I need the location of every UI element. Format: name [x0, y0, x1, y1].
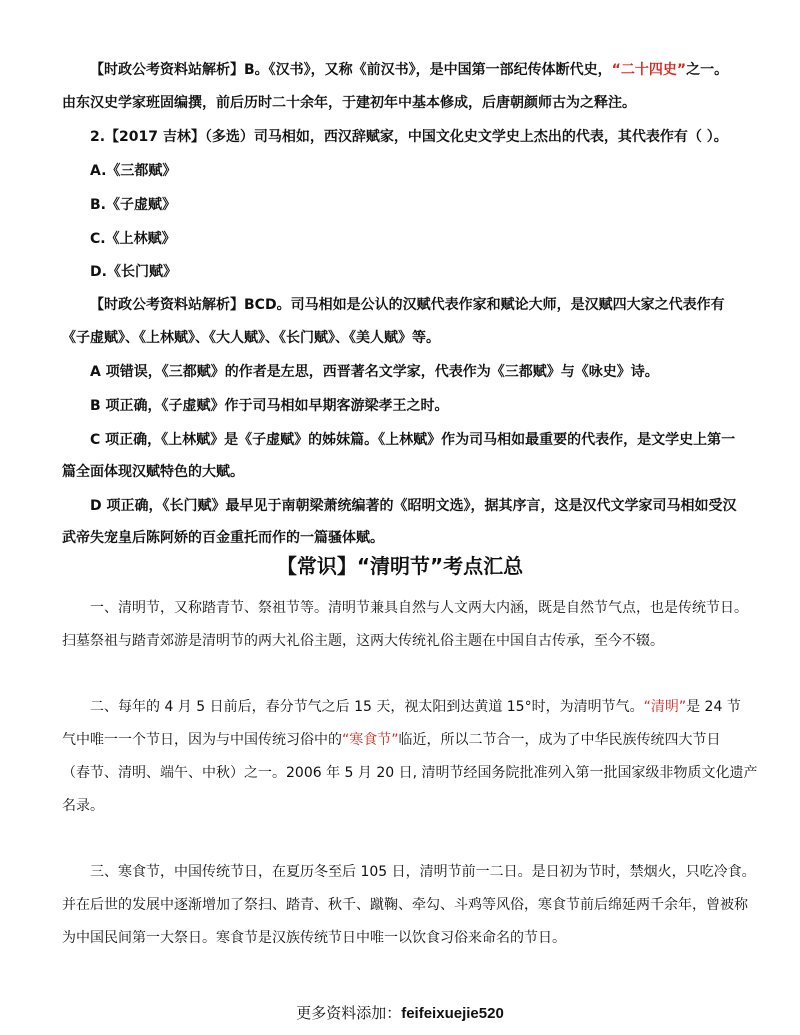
question-2-option-c: C.《上林赋》 — [90, 231, 176, 247]
highlight-twenty-four-histories: “二十四史” — [611, 62, 687, 78]
analysis-han-shu-line1 — [90, 60, 728, 80]
paragraph-2-text: 气中唯一一个节日，因为与中国传统习俗中的 — [62, 732, 342, 748]
paragraph-2-text-end: 临近，所以二节合一，成为了中华民族传统四大节日 — [398, 732, 721, 748]
footer-wechat-id: feifeixuejie520 — [401, 1005, 504, 1022]
paragraph-2-text-end: 是 24 节 — [686, 699, 741, 715]
question-2-option-a: A.《三都赋》 — [90, 163, 177, 179]
paragraph-2-line2 — [62, 730, 721, 750]
highlight-qingming: “清明” — [643, 699, 687, 715]
analysis-text: 【时政公考资料站解析】B。《汉书》，又称《前汉书》，是中国第一部纪传体断代史， — [90, 62, 612, 78]
paragraph-2-line4: 名录。 — [62, 798, 104, 814]
footer-label: 更多资料添加： — [296, 1004, 402, 1022]
paragraph-1-line1: 一、清明节，又称踏青节、祭祖节等。清明节兼具自然与人文两大内涵，既是自然节气点，也是传统节日。 — [90, 600, 748, 616]
section-title: 【常识】“清明节”考点汇总 — [276, 554, 524, 578]
paragraph-2-line1 — [90, 697, 741, 717]
paragraph-1-line2: 扫墓祭祖与踏青郊游是清明节的两大礼俗主题，这两大传统礼俗主题在中国自古传承，至今不辍。 — [62, 633, 664, 649]
paragraph-3-line1: 三、寒食节，中国传统节日，在夏历冬至后 105 日，清明节前一二日。是日初为节时，禁烟火，只吃冷食。 — [90, 864, 756, 880]
analysis-text-end: 之一。 — [686, 62, 729, 78]
analysis-han-shu-line2: 由东汉史学家班固编撰，前后历时二十余年，于建初年中基本修成，后唐朝颜师古为之释注。 — [62, 95, 636, 111]
footer-contact — [0, 1003, 800, 1024]
question-2-item-b: B 项正确，《子虚赋》作于司马相如早期客游梁孝王之时。 — [90, 398, 449, 414]
question-2-item-a: A 项错误，《三都赋》的作者是左思，西晋著名文学家，代表作为《三都赋》与《咏史》诗。 — [90, 364, 659, 380]
question-2-stem: 2.【2017 吉林】（多选）司马相如，西汉辞赋家，中国文化史文学史上杰出的代表，其代表作有（ ）。 — [90, 129, 728, 145]
question-2-option-b: B.《子虚赋》 — [90, 197, 176, 213]
question-2-analysis-line2: 《子虚赋》、《上林赋》、《大人赋》、《长门赋》、《美人赋》等。 — [62, 330, 440, 346]
question-2-item-d-line1: D 项正确，《长门赋》最早见于南朝梁萧统编著的《昭明文选》，据其序言，这是汉代文学家司马相如受汉 — [90, 498, 737, 514]
question-2-item-d-line2: 武帝失宠皇后陈阿娇的百金重托而作的一篇骚体赋。 — [62, 530, 384, 546]
paragraph-3-line3: 为中国民间第一大祭日。寒食节是汉族传统节日中唯一以饮食习俗来命名的节日。 — [62, 930, 566, 946]
paragraph-3-line2: 并在后世的发展中逐渐增加了祭扫、踏青、秋千、蹴鞠、牵勾、斗鸡等风俗，寒食节前后绵延两千余年，曾被称 — [62, 897, 748, 913]
paragraph-2-line3: （春节、清明、端午、中秋）之一。2006 年 5 月 20 日, 清明节经国务院批准列入第一批国家级非物质文化遗产 — [62, 765, 758, 781]
question-2-analysis-line1: 【时政公考资料站解析】BCD。司马相如是公认的汉赋代表作家和赋论大师，是汉赋四大家之代表作有 — [90, 297, 725, 313]
highlight-hanshi-festival: “寒食节” — [342, 732, 399, 748]
question-2-item-c-line1: C 项正确，《上林赋》是《子虚赋》的姊妹篇。《上林赋》作为司马相如最重要的代表作，是文学史上第一 — [90, 432, 736, 448]
question-2-option-d: D.《长门赋》 — [90, 264, 177, 280]
paragraph-2-text: 二、每年的 4 月 5 日前后，春分节气之后 15 天，视太阳到达黄道 15°时，为清明节气。 — [90, 699, 644, 715]
question-2-item-c-line2: 篇全面体现汉赋特色的大赋。 — [62, 464, 244, 480]
